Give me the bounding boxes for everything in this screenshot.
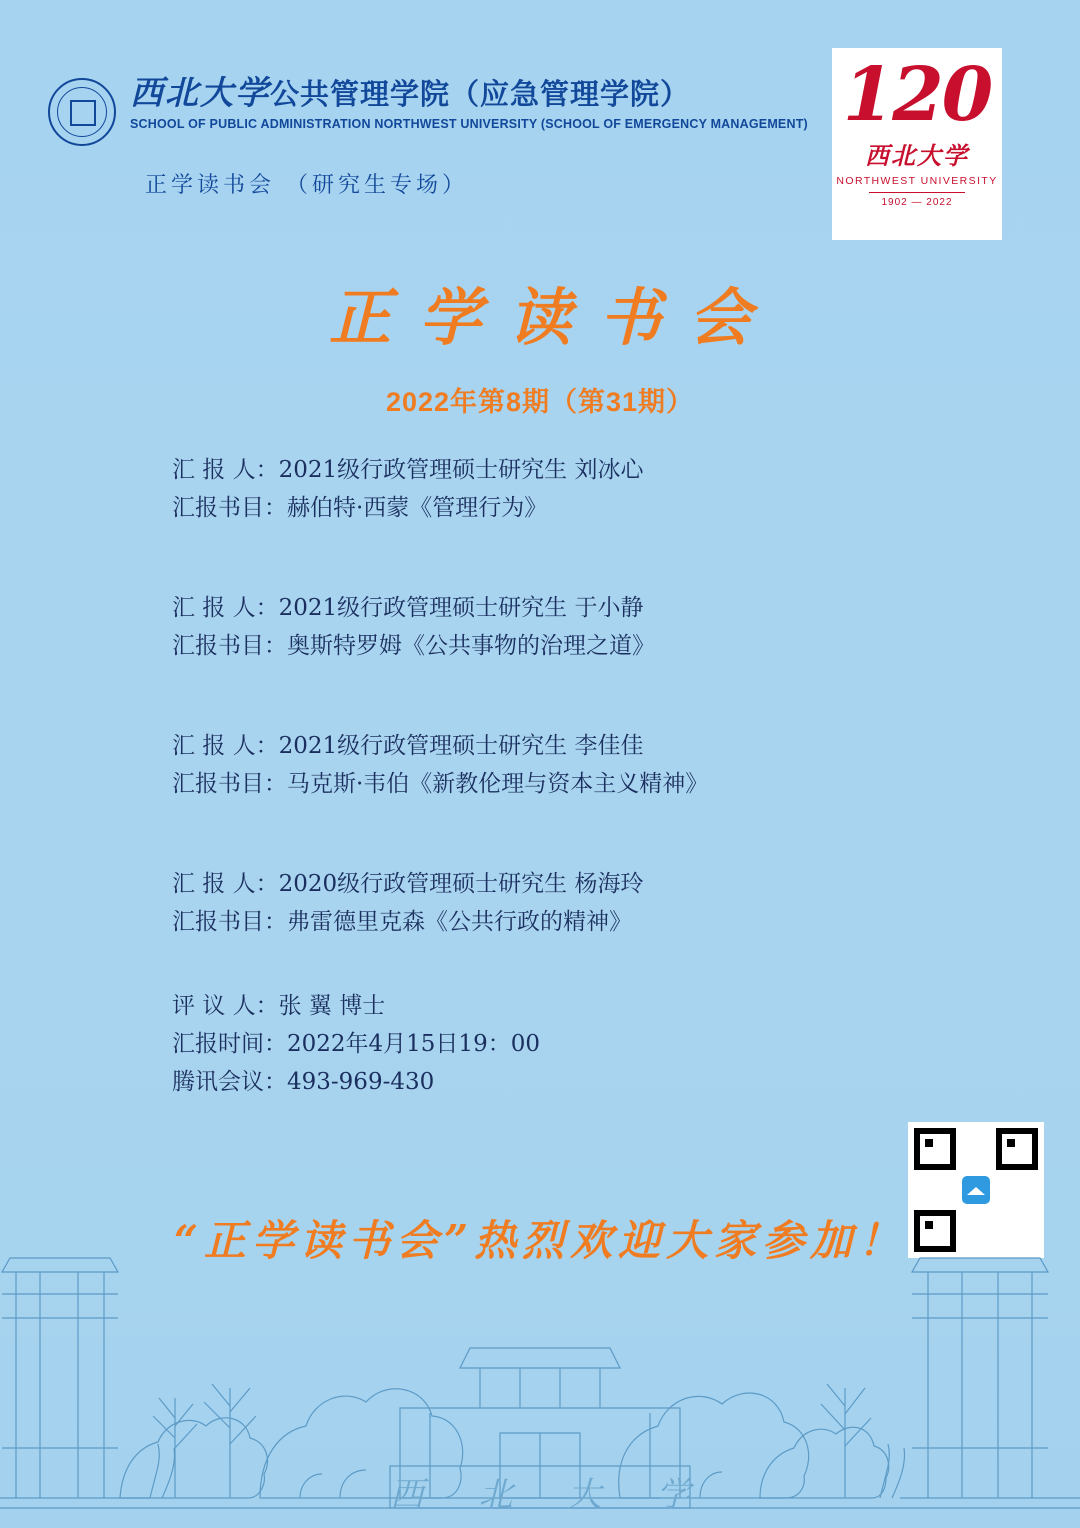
- issue-number: 2022年第8期（第31期）: [385, 387, 695, 417]
- gate-sign-text: 西 北 大 学: [389, 1475, 713, 1515]
- meeting-id-line: 腾讯会议：493-969-430: [172, 1068, 435, 1095]
- school-name-en: SCHOOL OF PUBLIC ADMINISTRATION NORTHWEST UNIVERSITY (SCHOOL OF EMERGENCY MANAGEMENT): [130, 116, 808, 131]
- list-item: [172, 728, 972, 804]
- commentator-line: 评 议 人：张 翼 博士: [172, 993, 386, 1019]
- list-item: [172, 866, 972, 942]
- entry-presenter: 汇 报 人：2021级行政管理硕士研究生 于小静: [172, 594, 644, 621]
- anniversary-name-cn: 西北大学: [865, 141, 969, 171]
- list-item: [172, 452, 972, 528]
- entry-presenter: 汇 报 人：2021级行政管理硕士研究生 刘冰心: [172, 457, 644, 483]
- entry-book: 汇报书目：弗雷德里克森《公共行政的精神》: [172, 908, 632, 935]
- campus-gate-line-art: [0, 1198, 1080, 1528]
- header: [48, 74, 808, 146]
- entry-book: 汇报书目：奥斯特罗姆《公共事物的治理之道》: [172, 632, 655, 659]
- anniversary-name-en: NORTHWEST UNIVERSITY: [836, 175, 998, 188]
- school-name-cn: [130, 74, 808, 112]
- page-title: 正学读书会: [328, 281, 779, 354]
- header-subtitle: 正学读书会 （研究生专场）: [145, 173, 468, 198]
- time-line: 汇报时间：2022年4月15日19：00: [172, 1030, 540, 1057]
- university-seal-icon: [48, 78, 116, 146]
- entry-list: [172, 452, 972, 1004]
- entry-presenter: 汇 报 人：2021级行政管理硕士研究生 李佳佳: [172, 732, 644, 759]
- entry-book: 汇报书目：马克斯·韦伯《新教伦理与资本主义精神》: [172, 770, 709, 797]
- anniversary-years: 1902 — 2022: [869, 192, 965, 208]
- anniversary-logo: [832, 48, 1002, 240]
- event-details: [172, 988, 540, 1102]
- qr-finder-icon: [914, 1128, 956, 1170]
- school-name-brush: 西北大学: [130, 73, 270, 112]
- qr-finder-icon: [996, 1128, 1038, 1170]
- school-department-cn: 公共管理学院（应急管理学院）: [270, 77, 691, 111]
- list-item: [172, 590, 972, 666]
- entry-presenter: 汇 报 人：2020级行政管理硕士研究生 杨海玲: [172, 870, 644, 897]
- anniversary-number: 120: [842, 52, 992, 138]
- header-text: [130, 74, 808, 131]
- entry-book: 汇报书目：赫伯特·西蒙《管理行为》: [172, 494, 548, 521]
- slogan: “正学读书会”热烈欢迎大家参加！: [173, 1216, 907, 1265]
